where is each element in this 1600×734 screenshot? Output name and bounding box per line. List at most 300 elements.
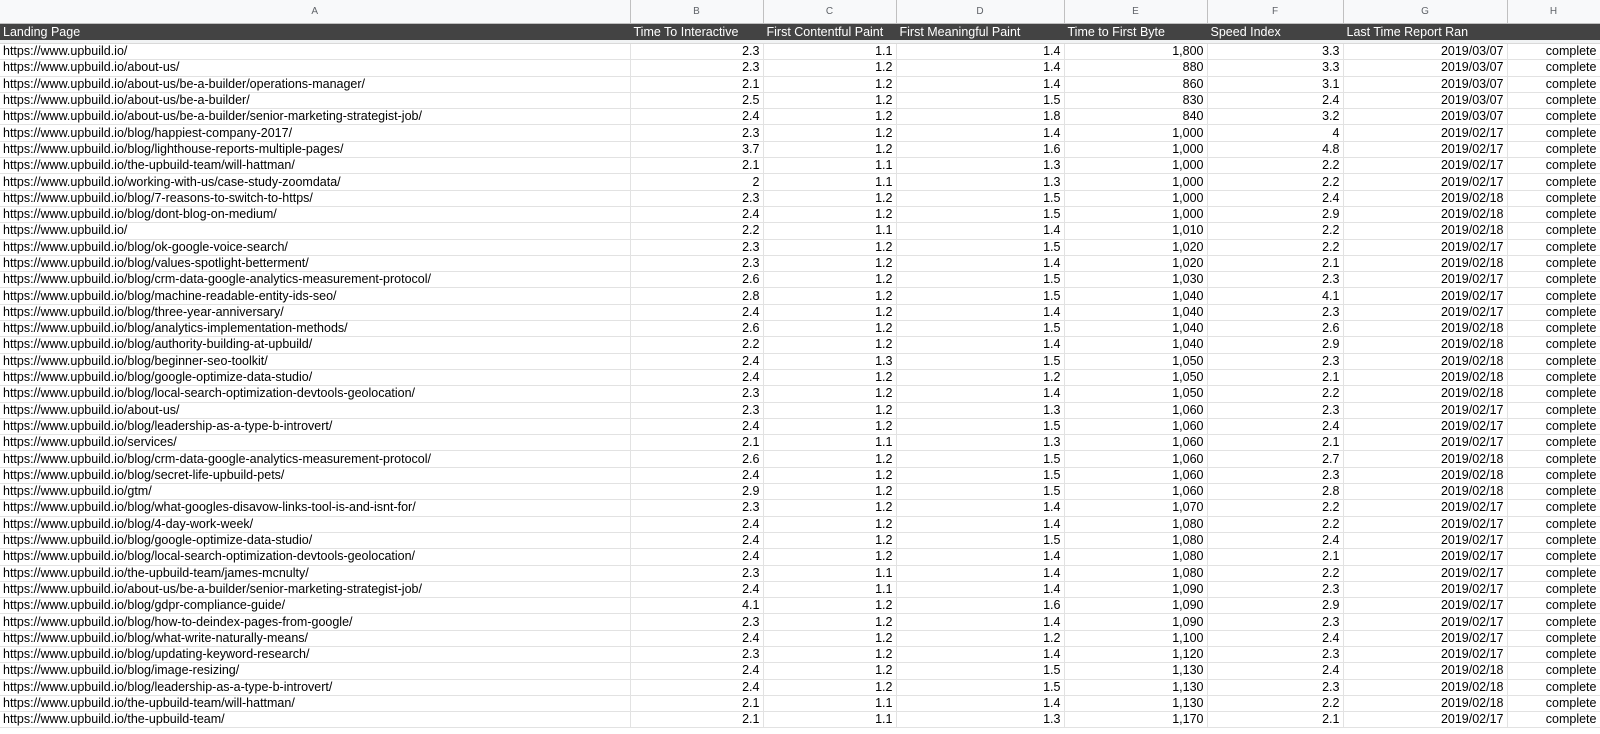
speed-index-cell[interactable]: 2.4: [1207, 92, 1343, 108]
speed-index-cell[interactable]: 2.4: [1207, 190, 1343, 206]
landing-page-cell[interactable]: https://www.upbuild.io/gtm/: [0, 484, 630, 500]
landing-page-cell[interactable]: https://www.upbuild.io/services/: [0, 435, 630, 451]
last-time-report-ran-cell[interactable]: 2019/02/17: [1343, 125, 1507, 141]
landing-page-cell[interactable]: https://www.upbuild.io/blog/local-search-optimization-devtools-geolocation/: [0, 549, 630, 565]
last-time-report-ran-cell[interactable]: 2019/02/17: [1343, 272, 1507, 288]
status-cell[interactable]: complete: [1507, 158, 1600, 174]
last-time-report-ran-cell[interactable]: 2019/02/18: [1343, 484, 1507, 500]
time-to-interactive-cell[interactable]: 2.4: [630, 549, 763, 565]
landing-page-cell[interactable]: https://www.upbuild.io/blog/gdpr-compliance-guide/: [0, 598, 630, 614]
status-cell[interactable]: complete: [1507, 76, 1600, 92]
first-meaningful-paint-cell[interactable]: 1.4: [896, 337, 1064, 353]
last-time-report-ran-cell[interactable]: 2019/02/18: [1343, 663, 1507, 679]
first-contentful-paint-cell[interactable]: 1.1: [763, 44, 896, 60]
speed-index-cell[interactable]: 2.3: [1207, 272, 1343, 288]
first-meaningful-paint-cell[interactable]: 1.5: [896, 532, 1064, 548]
first-meaningful-paint-cell[interactable]: 1.5: [896, 190, 1064, 206]
landing-page-cell[interactable]: https://www.upbuild.io/blog/leadership-as-a-type-b-introvert/: [0, 679, 630, 695]
last-time-report-ran-cell[interactable]: 2019/02/17: [1343, 141, 1507, 157]
time-to-first-byte-cell[interactable]: 1,120: [1064, 646, 1207, 662]
speed-index-cell[interactable]: 4.1: [1207, 288, 1343, 304]
speed-index-cell[interactable]: 2.6: [1207, 321, 1343, 337]
time-to-interactive-cell[interactable]: 2.6: [630, 321, 763, 337]
status-cell[interactable]: complete: [1507, 206, 1600, 222]
status-cell[interactable]: complete: [1507, 255, 1600, 271]
column-header-g[interactable]: G: [1343, 0, 1507, 23]
first-contentful-paint-cell[interactable]: 1.2: [763, 549, 896, 565]
speed-index-cell[interactable]: 2.2: [1207, 174, 1343, 190]
speed-index-cell[interactable]: 2.2: [1207, 386, 1343, 402]
first-contentful-paint-cell[interactable]: 1.2: [763, 598, 896, 614]
time-to-interactive-cell[interactable]: 4.1: [630, 598, 763, 614]
first-contentful-paint-cell[interactable]: 1.3: [763, 353, 896, 369]
time-to-interactive-cell[interactable]: 2.3: [630, 255, 763, 271]
landing-page-cell[interactable]: https://www.upbuild.io/blog/7-reasons-to-switch-to-https/: [0, 190, 630, 206]
first-meaningful-paint-cell[interactable]: 1.4: [896, 581, 1064, 597]
first-contentful-paint-cell[interactable]: 1.1: [763, 174, 896, 190]
first-contentful-paint-cell[interactable]: 1.2: [763, 109, 896, 125]
last-time-report-ran-cell[interactable]: 2019/02/17: [1343, 435, 1507, 451]
time-to-first-byte-cell[interactable]: 1,090: [1064, 598, 1207, 614]
status-cell[interactable]: complete: [1507, 141, 1600, 157]
first-contentful-paint-cell[interactable]: 1.2: [763, 288, 896, 304]
first-contentful-paint-cell[interactable]: 1.2: [763, 190, 896, 206]
time-to-first-byte-cell[interactable]: 1,040: [1064, 288, 1207, 304]
speed-index-cell[interactable]: 2.7: [1207, 451, 1343, 467]
first-meaningful-paint-cell[interactable]: 1.4: [896, 304, 1064, 320]
last-time-report-ran-cell[interactable]: 2019/02/17: [1343, 646, 1507, 662]
last-time-report-ran-cell[interactable]: 2019/02/17: [1343, 174, 1507, 190]
first-contentful-paint-cell[interactable]: 1.2: [763, 125, 896, 141]
status-cell[interactable]: complete: [1507, 516, 1600, 532]
time-to-first-byte-cell[interactable]: 1,060: [1064, 467, 1207, 483]
first-meaningful-paint-cell[interactable]: 1.4: [896, 614, 1064, 630]
last-time-report-ran-cell[interactable]: 2019/02/18: [1343, 695, 1507, 711]
landing-page-cell[interactable]: https://www.upbuild.io/blog/image-resizing/: [0, 663, 630, 679]
first-contentful-paint-cell[interactable]: 1.2: [763, 239, 896, 255]
last-time-report-ran-cell[interactable]: 2019/02/18: [1343, 337, 1507, 353]
landing-page-cell[interactable]: https://www.upbuild.io/blog/crm-data-google-analytics-measurement-protocol/: [0, 272, 630, 288]
time-to-interactive-cell[interactable]: 2.2: [630, 337, 763, 353]
first-meaningful-paint-cell[interactable]: 1.5: [896, 679, 1064, 695]
landing-page-cell[interactable]: https://www.upbuild.io/working-with-us/case-study-zoomdata/: [0, 174, 630, 190]
first-contentful-paint-cell[interactable]: 1.2: [763, 337, 896, 353]
landing-page-cell[interactable]: https://www.upbuild.io/the-upbuild-team/james-mcnulty/: [0, 565, 630, 581]
speed-index-cell[interactable]: 2.3: [1207, 581, 1343, 597]
first-contentful-paint-cell[interactable]: 1.2: [763, 141, 896, 157]
last-time-report-ran-cell[interactable]: 2019/02/17: [1343, 402, 1507, 418]
time-to-interactive-cell[interactable]: 2.1: [630, 76, 763, 92]
first-contentful-paint-cell[interactable]: 1.1: [763, 712, 896, 728]
first-meaningful-paint-cell[interactable]: 1.4: [896, 565, 1064, 581]
landing-page-cell[interactable]: https://www.upbuild.io/blog/analytics-implementation-methods/: [0, 321, 630, 337]
time-to-first-byte-cell[interactable]: 1,050: [1064, 353, 1207, 369]
header-cell-status[interactable]: [1507, 23, 1600, 40]
speed-index-cell[interactable]: 3.3: [1207, 44, 1343, 60]
landing-page-cell[interactable]: https://www.upbuild.io/blog/google-optimize-data-studio/: [0, 369, 630, 385]
landing-page-cell[interactable]: https://www.upbuild.io/about-us/be-a-builder/operations-manager/: [0, 76, 630, 92]
time-to-first-byte-cell[interactable]: 1,080: [1064, 549, 1207, 565]
status-cell[interactable]: complete: [1507, 679, 1600, 695]
status-cell[interactable]: complete: [1507, 174, 1600, 190]
speed-index-cell[interactable]: 2.3: [1207, 646, 1343, 662]
speed-index-cell[interactable]: 4: [1207, 125, 1343, 141]
last-time-report-ran-cell[interactable]: 2019/02/18: [1343, 386, 1507, 402]
time-to-first-byte-cell[interactable]: 1,060: [1064, 484, 1207, 500]
first-meaningful-paint-cell[interactable]: 1.4: [896, 549, 1064, 565]
speed-index-cell[interactable]: 2.2: [1207, 516, 1343, 532]
time-to-first-byte-cell[interactable]: 1,020: [1064, 255, 1207, 271]
status-cell[interactable]: complete: [1507, 467, 1600, 483]
first-meaningful-paint-cell[interactable]: 1.5: [896, 272, 1064, 288]
first-contentful-paint-cell[interactable]: 1.2: [763, 92, 896, 108]
time-to-interactive-cell[interactable]: 2.2: [630, 223, 763, 239]
first-meaningful-paint-cell[interactable]: 1.4: [896, 223, 1064, 239]
first-contentful-paint-cell[interactable]: 1.2: [763, 386, 896, 402]
time-to-first-byte-cell[interactable]: 1,170: [1064, 712, 1207, 728]
landing-page-cell[interactable]: https://www.upbuild.io/the-upbuild-team/: [0, 712, 630, 728]
time-to-interactive-cell[interactable]: 2.3: [630, 44, 763, 60]
speed-index-cell[interactable]: 2.4: [1207, 630, 1343, 646]
time-to-first-byte-cell[interactable]: 1,080: [1064, 532, 1207, 548]
first-contentful-paint-cell[interactable]: 1.2: [763, 484, 896, 500]
time-to-interactive-cell[interactable]: 2.1: [630, 158, 763, 174]
last-time-report-ran-cell[interactable]: 2019/02/17: [1343, 304, 1507, 320]
speed-index-cell[interactable]: 2.1: [1207, 549, 1343, 565]
status-cell[interactable]: complete: [1507, 451, 1600, 467]
first-meaningful-paint-cell[interactable]: 1.2: [896, 630, 1064, 646]
first-contentful-paint-cell[interactable]: 1.2: [763, 451, 896, 467]
time-to-first-byte-cell[interactable]: 1,090: [1064, 581, 1207, 597]
landing-page-cell[interactable]: https://www.upbuild.io/about-us/be-a-builder/senior-marketing-strategist-job/: [0, 581, 630, 597]
time-to-first-byte-cell[interactable]: 1,060: [1064, 418, 1207, 434]
time-to-first-byte-cell[interactable]: 1,010: [1064, 223, 1207, 239]
column-header-h[interactable]: H: [1507, 0, 1600, 23]
first-meaningful-paint-cell[interactable]: 1.4: [896, 695, 1064, 711]
first-meaningful-paint-cell[interactable]: 1.3: [896, 435, 1064, 451]
first-meaningful-paint-cell[interactable]: 1.5: [896, 451, 1064, 467]
time-to-interactive-cell[interactable]: 2.3: [630, 565, 763, 581]
last-time-report-ran-cell[interactable]: 2019/02/17: [1343, 581, 1507, 597]
time-to-interactive-cell[interactable]: 2.3: [630, 239, 763, 255]
landing-page-cell[interactable]: https://www.upbuild.io/blog/three-year-anniversary/: [0, 304, 630, 320]
first-meaningful-paint-cell[interactable]: 1.4: [896, 516, 1064, 532]
last-time-report-ran-cell[interactable]: 2019/02/18: [1343, 353, 1507, 369]
time-to-interactive-cell[interactable]: 2.3: [630, 60, 763, 76]
time-to-interactive-cell[interactable]: 2.4: [630, 467, 763, 483]
header-cell-speed-index[interactable]: Speed Index: [1207, 23, 1343, 40]
time-to-interactive-cell[interactable]: 2.4: [630, 206, 763, 222]
speed-index-cell[interactable]: 3.1: [1207, 76, 1343, 92]
first-contentful-paint-cell[interactable]: 1.2: [763, 304, 896, 320]
first-meaningful-paint-cell[interactable]: 1.4: [896, 255, 1064, 271]
column-header-f[interactable]: F: [1207, 0, 1343, 23]
first-meaningful-paint-cell[interactable]: 1.4: [896, 60, 1064, 76]
time-to-interactive-cell[interactable]: 2.4: [630, 304, 763, 320]
header-cell-time-to-interactive[interactable]: Time To Interactive: [630, 23, 763, 40]
first-contentful-paint-cell[interactable]: 1.2: [763, 663, 896, 679]
status-cell[interactable]: complete: [1507, 369, 1600, 385]
speed-index-cell[interactable]: 2.3: [1207, 614, 1343, 630]
landing-page-cell[interactable]: https://www.upbuild.io/blog/secret-life-upbuild-pets/: [0, 467, 630, 483]
status-cell[interactable]: complete: [1507, 353, 1600, 369]
speed-index-cell[interactable]: 2.3: [1207, 467, 1343, 483]
header-cell-first-contentful-paint[interactable]: First Contentful Paint: [763, 23, 896, 40]
status-cell[interactable]: complete: [1507, 532, 1600, 548]
time-to-interactive-cell[interactable]: 2.4: [630, 516, 763, 532]
time-to-first-byte-cell[interactable]: 1,080: [1064, 565, 1207, 581]
first-contentful-paint-cell[interactable]: 1.2: [763, 76, 896, 92]
first-meaningful-paint-cell[interactable]: 1.5: [896, 663, 1064, 679]
time-to-interactive-cell[interactable]: 2.8: [630, 288, 763, 304]
time-to-first-byte-cell[interactable]: 1,060: [1064, 402, 1207, 418]
landing-page-cell[interactable]: https://www.upbuild.io/blog/machine-readable-entity-ids-seo/: [0, 288, 630, 304]
speed-index-cell[interactable]: 2.2: [1207, 500, 1343, 516]
speed-index-cell[interactable]: 4.8: [1207, 141, 1343, 157]
last-time-report-ran-cell[interactable]: 2019/02/17: [1343, 630, 1507, 646]
landing-page-cell[interactable]: https://www.upbuild.io/: [0, 44, 630, 60]
time-to-first-byte-cell[interactable]: 1,000: [1064, 141, 1207, 157]
status-cell[interactable]: complete: [1507, 581, 1600, 597]
first-contentful-paint-cell[interactable]: 1.2: [763, 206, 896, 222]
status-cell[interactable]: complete: [1507, 190, 1600, 206]
time-to-interactive-cell[interactable]: 2.3: [630, 402, 763, 418]
time-to-first-byte-cell[interactable]: 1,060: [1064, 451, 1207, 467]
last-time-report-ran-cell[interactable]: 2019/03/07: [1343, 109, 1507, 125]
speed-index-cell[interactable]: 2.9: [1207, 598, 1343, 614]
speed-index-cell[interactable]: 2.1: [1207, 712, 1343, 728]
speed-index-cell[interactable]: 2.9: [1207, 337, 1343, 353]
time-to-interactive-cell[interactable]: 2.1: [630, 695, 763, 711]
last-time-report-ran-cell[interactable]: 2019/02/17: [1343, 516, 1507, 532]
speed-index-cell[interactable]: 2.1: [1207, 369, 1343, 385]
time-to-first-byte-cell[interactable]: 1,080: [1064, 516, 1207, 532]
time-to-interactive-cell[interactable]: 2.4: [630, 581, 763, 597]
time-to-first-byte-cell[interactable]: 860: [1064, 76, 1207, 92]
time-to-interactive-cell[interactable]: 2.3: [630, 190, 763, 206]
status-cell[interactable]: complete: [1507, 712, 1600, 728]
first-contentful-paint-cell[interactable]: 1.2: [763, 418, 896, 434]
speed-index-cell[interactable]: 2.8: [1207, 484, 1343, 500]
landing-page-cell[interactable]: https://www.upbuild.io/blog/local-search-optimization-devtools-geolocation/: [0, 386, 630, 402]
last-time-report-ran-cell[interactable]: 2019/02/17: [1343, 239, 1507, 255]
last-time-report-ran-cell[interactable]: 2019/02/17: [1343, 418, 1507, 434]
header-cell-last-time-report-ran[interactable]: Last Time Report Ran: [1343, 23, 1507, 40]
speed-index-cell[interactable]: 2.2: [1207, 239, 1343, 255]
time-to-first-byte-cell[interactable]: 1,100: [1064, 630, 1207, 646]
speed-index-cell[interactable]: 2.2: [1207, 223, 1343, 239]
time-to-first-byte-cell[interactable]: 1,130: [1064, 679, 1207, 695]
last-time-report-ran-cell[interactable]: 2019/02/18: [1343, 190, 1507, 206]
first-meaningful-paint-cell[interactable]: 1.6: [896, 598, 1064, 614]
status-cell[interactable]: complete: [1507, 44, 1600, 60]
status-cell[interactable]: complete: [1507, 288, 1600, 304]
time-to-first-byte-cell[interactable]: 1,130: [1064, 695, 1207, 711]
last-time-report-ran-cell[interactable]: 2019/02/18: [1343, 451, 1507, 467]
first-meaningful-paint-cell[interactable]: 1.5: [896, 206, 1064, 222]
landing-page-cell[interactable]: https://www.upbuild.io/: [0, 223, 630, 239]
first-meaningful-paint-cell[interactable]: 1.3: [896, 712, 1064, 728]
first-contentful-paint-cell[interactable]: 1.2: [763, 60, 896, 76]
first-contentful-paint-cell[interactable]: 1.2: [763, 369, 896, 385]
first-meaningful-paint-cell[interactable]: 1.4: [896, 44, 1064, 60]
time-to-interactive-cell[interactable]: 2.4: [630, 630, 763, 646]
time-to-first-byte-cell[interactable]: 1,070: [1064, 500, 1207, 516]
landing-page-cell[interactable]: https://www.upbuild.io/blog/dont-blog-on-medium/: [0, 206, 630, 222]
first-contentful-paint-cell[interactable]: 1.1: [763, 435, 896, 451]
first-contentful-paint-cell[interactable]: 1.2: [763, 630, 896, 646]
time-to-interactive-cell[interactable]: 2.3: [630, 125, 763, 141]
last-time-report-ran-cell[interactable]: 2019/02/17: [1343, 158, 1507, 174]
last-time-report-ran-cell[interactable]: 2019/02/17: [1343, 500, 1507, 516]
landing-page-cell[interactable]: https://www.upbuild.io/blog/happiest-company-2017/: [0, 125, 630, 141]
time-to-interactive-cell[interactable]: 2.4: [630, 109, 763, 125]
landing-page-cell[interactable]: https://www.upbuild.io/blog/4-day-work-week/: [0, 516, 630, 532]
first-contentful-paint-cell[interactable]: 1.2: [763, 500, 896, 516]
status-cell[interactable]: complete: [1507, 614, 1600, 630]
landing-page-cell[interactable]: https://www.upbuild.io/blog/google-optimize-data-studio/: [0, 532, 630, 548]
column-header-d[interactable]: D: [896, 0, 1064, 23]
time-to-first-byte-cell[interactable]: 1,050: [1064, 386, 1207, 402]
landing-page-cell[interactable]: https://www.upbuild.io/blog/lighthouse-reports-multiple-pages/: [0, 141, 630, 157]
first-meaningful-paint-cell[interactable]: 1.5: [896, 467, 1064, 483]
landing-page-cell[interactable]: https://www.upbuild.io/blog/values-spotlight-betterment/: [0, 255, 630, 271]
time-to-first-byte-cell[interactable]: 1,130: [1064, 663, 1207, 679]
first-contentful-paint-cell[interactable]: 1.2: [763, 467, 896, 483]
header-cell-time-to-first-byte[interactable]: Time to First Byte: [1064, 23, 1207, 40]
status-cell[interactable]: complete: [1507, 92, 1600, 108]
time-to-interactive-cell[interactable]: 2.4: [630, 663, 763, 679]
landing-page-cell[interactable]: https://www.upbuild.io/blog/ok-google-voice-search/: [0, 239, 630, 255]
time-to-first-byte-cell[interactable]: 1,030: [1064, 272, 1207, 288]
status-cell[interactable]: complete: [1507, 321, 1600, 337]
landing-page-cell[interactable]: https://www.upbuild.io/blog/what-googles-disavow-links-tool-is-and-isnt-for/: [0, 500, 630, 516]
status-cell[interactable]: complete: [1507, 484, 1600, 500]
time-to-interactive-cell[interactable]: 2: [630, 174, 763, 190]
landing-page-cell[interactable]: https://www.upbuild.io/the-upbuild-team/will-hattman/: [0, 158, 630, 174]
speed-index-cell[interactable]: 2.3: [1207, 402, 1343, 418]
speed-index-cell[interactable]: 2.3: [1207, 353, 1343, 369]
time-to-interactive-cell[interactable]: 2.5: [630, 92, 763, 108]
landing-page-cell[interactable]: https://www.upbuild.io/blog/beginner-seo-toolkit/: [0, 353, 630, 369]
first-meaningful-paint-cell[interactable]: 1.4: [896, 76, 1064, 92]
time-to-first-byte-cell[interactable]: 1,050: [1064, 369, 1207, 385]
time-to-first-byte-cell[interactable]: 1,060: [1064, 435, 1207, 451]
status-cell[interactable]: complete: [1507, 239, 1600, 255]
first-meaningful-paint-cell[interactable]: 1.5: [896, 321, 1064, 337]
last-time-report-ran-cell[interactable]: 2019/02/18: [1343, 321, 1507, 337]
last-time-report-ran-cell[interactable]: 2019/02/18: [1343, 206, 1507, 222]
first-contentful-paint-cell[interactable]: 1.2: [763, 532, 896, 548]
first-contentful-paint-cell[interactable]: 1.2: [763, 255, 896, 271]
first-contentful-paint-cell[interactable]: 1.1: [763, 581, 896, 597]
first-contentful-paint-cell[interactable]: 1.2: [763, 679, 896, 695]
last-time-report-ran-cell[interactable]: 2019/02/18: [1343, 369, 1507, 385]
landing-page-cell[interactable]: https://www.upbuild.io/blog/authority-building-at-upbuild/: [0, 337, 630, 353]
status-cell[interactable]: complete: [1507, 402, 1600, 418]
status-cell[interactable]: complete: [1507, 223, 1600, 239]
time-to-first-byte-cell[interactable]: 1,000: [1064, 158, 1207, 174]
first-meaningful-paint-cell[interactable]: 1.5: [896, 418, 1064, 434]
first-meaningful-paint-cell[interactable]: 1.4: [896, 125, 1064, 141]
last-time-report-ran-cell[interactable]: 2019/02/17: [1343, 532, 1507, 548]
status-cell[interactable]: complete: [1507, 386, 1600, 402]
first-meaningful-paint-cell[interactable]: 1.5: [896, 92, 1064, 108]
landing-page-cell[interactable]: https://www.upbuild.io/the-upbuild-team/will-hattman/: [0, 695, 630, 711]
last-time-report-ran-cell[interactable]: 2019/02/17: [1343, 614, 1507, 630]
speed-index-cell[interactable]: 2.3: [1207, 304, 1343, 320]
speed-index-cell[interactable]: 2.2: [1207, 565, 1343, 581]
speed-index-cell[interactable]: 2.1: [1207, 255, 1343, 271]
first-meaningful-paint-cell[interactable]: 1.5: [896, 353, 1064, 369]
last-time-report-ran-cell[interactable]: 2019/02/18: [1343, 679, 1507, 695]
first-meaningful-paint-cell[interactable]: 1.4: [896, 646, 1064, 662]
column-header-c[interactable]: C: [763, 0, 896, 23]
time-to-first-byte-cell[interactable]: 1,000: [1064, 190, 1207, 206]
status-cell[interactable]: complete: [1507, 60, 1600, 76]
time-to-interactive-cell[interactable]: 2.4: [630, 353, 763, 369]
status-cell[interactable]: complete: [1507, 598, 1600, 614]
status-cell[interactable]: complete: [1507, 272, 1600, 288]
landing-page-cell[interactable]: https://www.upbuild.io/blog/crm-data-google-analytics-measurement-protocol/: [0, 451, 630, 467]
time-to-interactive-cell[interactable]: 3.7: [630, 141, 763, 157]
landing-page-cell[interactable]: https://www.upbuild.io/blog/updating-keyword-research/: [0, 646, 630, 662]
first-contentful-paint-cell[interactable]: 1.2: [763, 516, 896, 532]
speed-index-cell[interactable]: 2.1: [1207, 435, 1343, 451]
status-cell[interactable]: complete: [1507, 565, 1600, 581]
first-contentful-paint-cell[interactable]: 1.1: [763, 695, 896, 711]
speed-index-cell[interactable]: 3.2: [1207, 109, 1343, 125]
time-to-first-byte-cell[interactable]: 1,000: [1064, 206, 1207, 222]
status-cell[interactable]: complete: [1507, 109, 1600, 125]
landing-page-cell[interactable]: https://www.upbuild.io/blog/leadership-as-a-type-b-introvert/: [0, 418, 630, 434]
last-time-report-ran-cell[interactable]: 2019/03/07: [1343, 44, 1507, 60]
last-time-report-ran-cell[interactable]: 2019/02/17: [1343, 549, 1507, 565]
first-meaningful-paint-cell[interactable]: 1.4: [896, 386, 1064, 402]
first-contentful-paint-cell[interactable]: 1.2: [763, 402, 896, 418]
status-cell[interactable]: complete: [1507, 695, 1600, 711]
time-to-interactive-cell[interactable]: 2.4: [630, 532, 763, 548]
status-cell[interactable]: complete: [1507, 125, 1600, 141]
last-time-report-ran-cell[interactable]: 2019/02/18: [1343, 467, 1507, 483]
status-cell[interactable]: complete: [1507, 337, 1600, 353]
column-header-b[interactable]: B: [630, 0, 763, 23]
status-cell[interactable]: complete: [1507, 435, 1600, 451]
speed-index-cell[interactable]: 2.4: [1207, 663, 1343, 679]
speed-index-cell[interactable]: 2.3: [1207, 679, 1343, 695]
speed-index-cell[interactable]: 2.2: [1207, 695, 1343, 711]
speed-index-cell[interactable]: 3.3: [1207, 60, 1343, 76]
speed-index-cell[interactable]: 2.9: [1207, 206, 1343, 222]
first-meaningful-paint-cell[interactable]: 1.4: [896, 500, 1064, 516]
speed-index-cell[interactable]: 2.2: [1207, 158, 1343, 174]
time-to-first-byte-cell[interactable]: 1,090: [1064, 614, 1207, 630]
last-time-report-ran-cell[interactable]: 2019/02/17: [1343, 565, 1507, 581]
status-cell[interactable]: complete: [1507, 304, 1600, 320]
status-cell[interactable]: complete: [1507, 418, 1600, 434]
last-time-report-ran-cell[interactable]: 2019/02/17: [1343, 598, 1507, 614]
time-to-interactive-cell[interactable]: 2.3: [630, 646, 763, 662]
landing-page-cell[interactable]: https://www.upbuild.io/about-us/be-a-builder/: [0, 92, 630, 108]
time-to-interactive-cell[interactable]: 2.4: [630, 679, 763, 695]
last-time-report-ran-cell[interactable]: 2019/02/18: [1343, 255, 1507, 271]
speed-index-cell[interactable]: 2.4: [1207, 418, 1343, 434]
last-time-report-ran-cell[interactable]: 2019/03/07: [1343, 76, 1507, 92]
last-time-report-ran-cell[interactable]: 2019/03/07: [1343, 92, 1507, 108]
header-cell-first-meaningful-paint[interactable]: First Meaningful Paint: [896, 23, 1064, 40]
first-meaningful-paint-cell[interactable]: 1.8: [896, 109, 1064, 125]
time-to-first-byte-cell[interactable]: 1,000: [1064, 125, 1207, 141]
